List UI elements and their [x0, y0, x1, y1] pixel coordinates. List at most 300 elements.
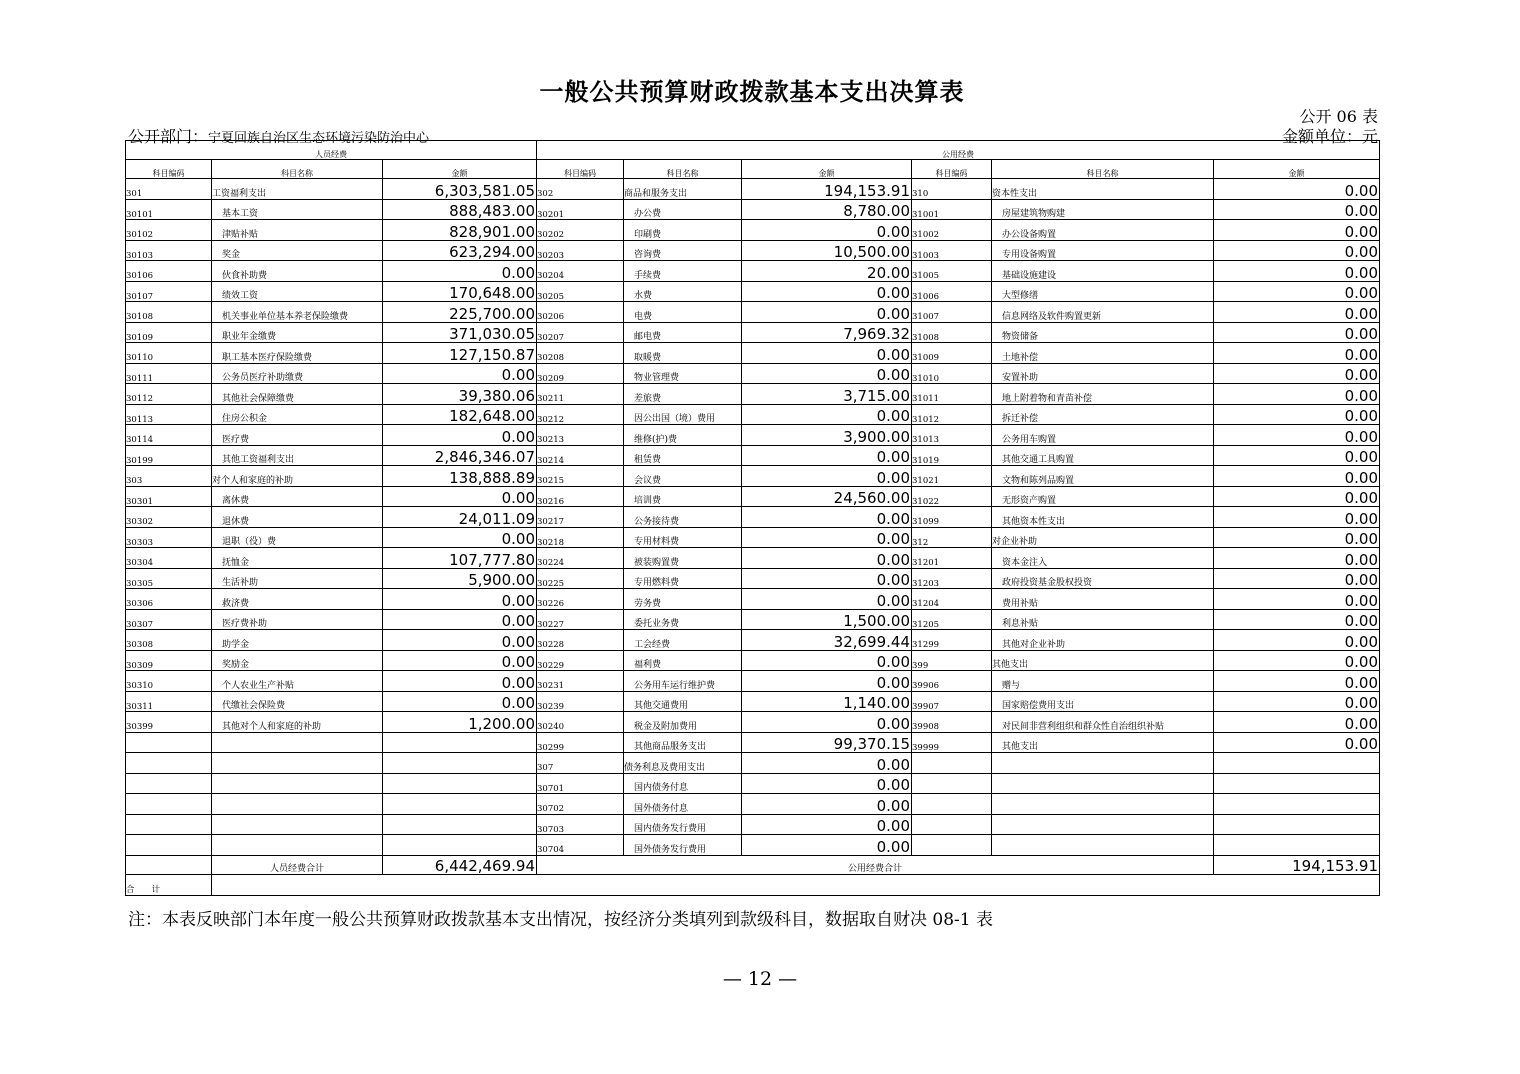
public-amount: 20.00 — [742, 261, 912, 282]
personnel-name — [212, 814, 383, 835]
personnel-code — [126, 773, 212, 794]
capital-amount — [1214, 753, 1380, 774]
capital-amount: 0.00 — [1214, 199, 1380, 220]
col-code: 科目编码 — [126, 160, 212, 179]
public-code: 30703 — [537, 814, 624, 835]
capital-amount: 0.00 — [1214, 363, 1380, 384]
capital-amount: 0.00 — [1214, 343, 1380, 364]
public-amount: 0.00 — [742, 220, 912, 241]
public-name: 印刷费 — [624, 220, 742, 241]
public-name: 邮电费 — [624, 322, 742, 343]
capital-name: 文物和陈列品购置 — [992, 466, 1214, 487]
personnel-amount: 0.00 — [383, 691, 537, 712]
table-row — [126, 671, 1380, 692]
capital-name — [992, 794, 1214, 815]
capital-name: 资本性支出 — [992, 179, 1214, 200]
table-row — [126, 712, 1380, 733]
public-code: 30205 — [537, 281, 624, 302]
personnel-code: 30306 — [126, 589, 212, 610]
capital-code: 31002 — [912, 220, 992, 241]
capital-name: 土地补偿 — [992, 343, 1214, 364]
table-row — [126, 466, 1380, 487]
public-amount: 0.00 — [742, 835, 912, 856]
capital-code: 31205 — [912, 609, 992, 630]
personnel-amount: 0.00 — [383, 609, 537, 630]
public-code: 30299 — [537, 732, 624, 753]
personnel-name: 机关事业单位基本养老保险缴费 — [212, 302, 383, 323]
personnel-code — [126, 814, 212, 835]
capital-code: 31006 — [912, 281, 992, 302]
table-row — [126, 404, 1380, 425]
public-amount: 0.00 — [742, 363, 912, 384]
capital-amount: 0.00 — [1214, 261, 1380, 282]
capital-name: 对民间非营利组织和群众性自治组织补贴 — [992, 712, 1214, 733]
personnel-code: 30109 — [126, 322, 212, 343]
personnel-name: 职工基本医疗保险缴费 — [212, 343, 383, 364]
table-row — [126, 220, 1380, 241]
capital-name — [992, 835, 1214, 856]
personnel-name: 基本工资 — [212, 199, 383, 220]
table-row — [126, 425, 1380, 446]
capital-code — [912, 794, 992, 815]
public-code: 30224 — [537, 548, 624, 569]
group-header-row — [126, 141, 1380, 160]
col-amount: 金额 — [383, 160, 537, 179]
personnel-name: 离休费 — [212, 486, 383, 507]
capital-code: 31201 — [912, 548, 992, 569]
personnel-name: 职业年金缴费 — [212, 322, 383, 343]
capital-amount: 0.00 — [1214, 589, 1380, 610]
col-amount: 金额 — [1214, 160, 1380, 179]
public-name: 国内债务发行费用 — [624, 814, 742, 835]
table-row — [126, 363, 1380, 384]
public-code: 30209 — [537, 363, 624, 384]
public-code: 307 — [537, 753, 624, 774]
personnel-code: 30108 — [126, 302, 212, 323]
public-amount: 0.00 — [742, 568, 912, 589]
personnel-amount: 6,303,581.05 — [383, 179, 537, 200]
page-number: — 12 — — [722, 968, 798, 990]
capital-amount: 0.00 — [1214, 691, 1380, 712]
public-name: 工会经费 — [624, 630, 742, 651]
public-code: 30227 — [537, 609, 624, 630]
public-code: 30201 — [537, 199, 624, 220]
capital-amount: 0.00 — [1214, 404, 1380, 425]
table-row — [126, 261, 1380, 282]
public-code: 30212 — [537, 404, 624, 425]
personnel-name: 医疗费补助 — [212, 609, 383, 630]
blank-cell — [126, 855, 212, 874]
public-name: 福利费 — [624, 650, 742, 671]
col-code: 科目编码 — [537, 160, 624, 179]
public-name: 公务用车运行维护费 — [624, 671, 742, 692]
capital-name: 赠与 — [992, 671, 1214, 692]
personnel-code: 30308 — [126, 630, 212, 651]
col-code: 科目编码 — [912, 160, 992, 179]
capital-name: 利息补贴 — [992, 609, 1214, 630]
public-name: 取暖费 — [624, 343, 742, 364]
public-code: 30203 — [537, 240, 624, 261]
column-header-row — [126, 160, 1380, 179]
public-code: 30701 — [537, 773, 624, 794]
capital-name: 无形资产购置 — [992, 486, 1214, 507]
table-row — [126, 835, 1380, 856]
personnel-code — [126, 732, 212, 753]
personnel-amount — [383, 732, 537, 753]
personnel-amount: 0.00 — [383, 589, 537, 610]
personnel-amount: 0.00 — [383, 486, 537, 507]
capital-code: 39907 — [912, 691, 992, 712]
public-code: 30217 — [537, 507, 624, 528]
capital-code: 31299 — [912, 630, 992, 651]
personnel-amount — [383, 835, 537, 856]
personnel-amount: 0.00 — [383, 363, 537, 384]
capital-name: 资本金注入 — [992, 548, 1214, 569]
capital-amount: 0.00 — [1214, 445, 1380, 466]
personnel-amount: 0.00 — [383, 650, 537, 671]
public-amount: 0.00 — [742, 281, 912, 302]
personnel-name: 其他对个人和家庭的补助 — [212, 712, 383, 733]
capital-code: 31005 — [912, 261, 992, 282]
public-amount: 0.00 — [742, 527, 912, 548]
personnel-amount: 170,648.00 — [383, 281, 537, 302]
table-row — [126, 179, 1380, 200]
table-row — [126, 445, 1380, 466]
public-amount: 0.00 — [742, 507, 912, 528]
public-name: 办公费 — [624, 199, 742, 220]
public-code: 30225 — [537, 568, 624, 589]
public-amount: 0.00 — [742, 671, 912, 692]
public-amount: 0.00 — [742, 814, 912, 835]
personnel-name: 公务员医疗补助缴费 — [212, 363, 383, 384]
public-amount: 0.00 — [742, 302, 912, 323]
personnel-amount: 24,011.09 — [383, 507, 537, 528]
personnel-code — [126, 794, 212, 815]
personnel-name — [212, 773, 383, 794]
capital-amount — [1214, 835, 1380, 856]
personnel-amount: 371,030.05 — [383, 322, 537, 343]
table-row — [126, 199, 1380, 220]
capital-amount: 0.00 — [1214, 548, 1380, 569]
public-code: 30204 — [537, 261, 624, 282]
capital-amount: 0.00 — [1214, 650, 1380, 671]
public-name: 物业管理费 — [624, 363, 742, 384]
capital-amount: 0.00 — [1214, 712, 1380, 733]
table-row — [126, 302, 1380, 323]
capital-name — [992, 773, 1214, 794]
personnel-code: 30304 — [126, 548, 212, 569]
personnel-name: 抚恤金 — [212, 548, 383, 569]
table-row — [126, 650, 1380, 671]
capital-name: 其他支出 — [992, 732, 1214, 753]
public-name: 商品和服务支出 — [624, 179, 742, 200]
public-name: 国内债务付息 — [624, 773, 742, 794]
personnel-name: 医疗费 — [212, 425, 383, 446]
public-header: 公用经费 — [537, 141, 1380, 160]
personnel-amount: 623,294.00 — [383, 240, 537, 261]
personnel-code: 30303 — [126, 527, 212, 548]
public-amount: 0.00 — [742, 445, 912, 466]
public-name: 其他商品服务支出 — [624, 732, 742, 753]
capital-name: 其他资本性支出 — [992, 507, 1214, 528]
capital-amount: 0.00 — [1214, 425, 1380, 446]
capital-name: 政府投资基金股权投资 — [992, 568, 1214, 589]
personnel-name — [212, 794, 383, 815]
capital-code: 39906 — [912, 671, 992, 692]
public-code: 30213 — [537, 425, 624, 446]
public-code: 30214 — [537, 445, 624, 466]
public-name: 专用燃料费 — [624, 568, 742, 589]
capital-code: 312 — [912, 527, 992, 548]
table-row — [126, 527, 1380, 548]
personnel-amount — [383, 794, 537, 815]
personnel-name: 退职（役）费 — [212, 527, 383, 548]
personnel-amount: 0.00 — [383, 261, 537, 282]
capital-amount — [1214, 794, 1380, 815]
capital-amount: 0.00 — [1214, 302, 1380, 323]
table-row — [126, 507, 1380, 528]
personnel-name: 代缴社会保险费 — [212, 691, 383, 712]
public-code: 30206 — [537, 302, 624, 323]
personnel-code: 30307 — [126, 609, 212, 630]
table-row — [126, 691, 1380, 712]
public-amount: 3,715.00 — [742, 384, 912, 405]
public-amount: 32,699.44 — [742, 630, 912, 651]
table-row — [126, 548, 1380, 569]
personnel-name: 伙食补助费 — [212, 261, 383, 282]
personnel-name: 奖励金 — [212, 650, 383, 671]
personnel-amount: 5,900.00 — [383, 568, 537, 589]
personnel-amount: 1,200.00 — [383, 712, 537, 733]
public-amount: 194,153.91 — [742, 179, 912, 200]
capital-code: 39999 — [912, 732, 992, 753]
personnel-name: 绩效工资 — [212, 281, 383, 302]
public-amount: 0.00 — [742, 753, 912, 774]
footnote: 注：本表反映部门本年度一般公共预算财政拨款基本支出情况，按经济分类填列到款级科目，数据取自财决 08-1 表 — [128, 910, 993, 930]
personnel-name: 住房公积金 — [212, 404, 383, 425]
public-name: 公务接待费 — [624, 507, 742, 528]
capital-code: 31204 — [912, 589, 992, 610]
capital-code — [912, 753, 992, 774]
capital-code: 31001 — [912, 199, 992, 220]
personnel-code: 30301 — [126, 486, 212, 507]
capital-amount: 0.00 — [1214, 671, 1380, 692]
capital-code: 310 — [912, 179, 992, 200]
public-amount: 0.00 — [742, 404, 912, 425]
public-code: 30239 — [537, 691, 624, 712]
public-name: 委托业务费 — [624, 609, 742, 630]
public-name: 国外债务付息 — [624, 794, 742, 815]
public-total-label: 公用经费合计 — [537, 855, 1214, 874]
capital-name: 大型修缮 — [992, 281, 1214, 302]
capital-code — [912, 814, 992, 835]
public-amount: 0.00 — [742, 650, 912, 671]
personnel-name: 津贴补贴 — [212, 220, 383, 241]
personnel-amount: 127,150.87 — [383, 343, 537, 364]
public-code: 30702 — [537, 794, 624, 815]
capital-name: 房屋建筑物购建 — [992, 199, 1214, 220]
grand-total-row — [126, 874, 1380, 895]
grand-total-value — [212, 874, 1380, 895]
personnel-total-label: 人员经费合计 — [212, 855, 383, 874]
public-name: 手续费 — [624, 261, 742, 282]
public-code: 30208 — [537, 343, 624, 364]
public-name: 水费 — [624, 281, 742, 302]
public-amount: 24,560.00 — [742, 486, 912, 507]
public-amount: 1,140.00 — [742, 691, 912, 712]
subtotal-row — [126, 855, 1380, 874]
col-name: 科目名称 — [624, 160, 742, 179]
public-amount: 8,780.00 — [742, 199, 912, 220]
personnel-code: 30113 — [126, 404, 212, 425]
public-code: 302 — [537, 179, 624, 200]
capital-amount: 0.00 — [1214, 240, 1380, 261]
personnel-name — [212, 835, 383, 856]
table-row — [126, 486, 1380, 507]
personnel-code: 30101 — [126, 199, 212, 220]
personnel-name: 生活补助 — [212, 568, 383, 589]
personnel-name: 其他工资福利支出 — [212, 445, 383, 466]
table-row — [126, 773, 1380, 794]
capital-amount: 0.00 — [1214, 568, 1380, 589]
public-amount: 10,500.00 — [742, 240, 912, 261]
table-row — [126, 753, 1380, 774]
table-row — [126, 609, 1380, 630]
public-amount: 0.00 — [742, 466, 912, 487]
capital-code: 31007 — [912, 302, 992, 323]
capital-name: 拆迁补偿 — [992, 404, 1214, 425]
capital-amount: 0.00 — [1214, 322, 1380, 343]
personnel-total-amount: 6,442,469.94 — [383, 855, 537, 874]
capital-name: 其他对企业补助 — [992, 630, 1214, 651]
public-amount: 0.00 — [742, 773, 912, 794]
personnel-code: 30103 — [126, 240, 212, 261]
personnel-code: 30112 — [126, 384, 212, 405]
capital-code: 31011 — [912, 384, 992, 405]
table-row — [126, 343, 1380, 364]
personnel-name — [212, 753, 383, 774]
public-code: 30211 — [537, 384, 624, 405]
public-code: 30228 — [537, 630, 624, 651]
form-number: 公开 06 表 — [1299, 107, 1378, 126]
personnel-code — [126, 835, 212, 856]
public-name: 电费 — [624, 302, 742, 323]
capital-amount: 0.00 — [1214, 466, 1380, 487]
personnel-amount: 39,380.06 — [383, 384, 537, 405]
capital-amount: 0.00 — [1214, 179, 1380, 200]
public-code: 30216 — [537, 486, 624, 507]
capital-name: 其他交通工具购置 — [992, 445, 1214, 466]
personnel-amount: 828,901.00 — [383, 220, 537, 241]
public-name: 因公出国（境）费用 — [624, 404, 742, 425]
capital-name: 公务用车购置 — [992, 425, 1214, 446]
personnel-code: 30110 — [126, 343, 212, 364]
personnel-header: 人员经费 — [126, 141, 537, 160]
capital-name: 专用设备购置 — [992, 240, 1214, 261]
public-code: 30215 — [537, 466, 624, 487]
capital-amount — [1214, 814, 1380, 835]
personnel-amount: 138,888.89 — [383, 466, 537, 487]
expenditure-table — [125, 140, 1380, 896]
capital-amount: 0.00 — [1214, 609, 1380, 630]
personnel-code: 30305 — [126, 568, 212, 589]
capital-code — [912, 773, 992, 794]
personnel-code: 30107 — [126, 281, 212, 302]
capital-code: 31009 — [912, 343, 992, 364]
capital-amount — [1214, 773, 1380, 794]
capital-name: 地上附着物和青苗补偿 — [992, 384, 1214, 405]
personnel-name: 其他社会保障缴费 — [212, 384, 383, 405]
public-amount: 0.00 — [742, 589, 912, 610]
public-name: 被装购置费 — [624, 548, 742, 569]
public-code: 30231 — [537, 671, 624, 692]
personnel-amount — [383, 753, 537, 774]
table-row — [126, 322, 1380, 343]
personnel-name: 个人农业生产补贴 — [212, 671, 383, 692]
personnel-amount: 0.00 — [383, 527, 537, 548]
public-name: 培训费 — [624, 486, 742, 507]
capital-name — [992, 753, 1214, 774]
capital-code: 399 — [912, 650, 992, 671]
capital-name: 其他支出 — [992, 650, 1214, 671]
table-row — [126, 630, 1380, 651]
capital-name: 基础设施建设 — [992, 261, 1214, 282]
public-name: 差旅费 — [624, 384, 742, 405]
public-total-amount: 194,153.91 — [1214, 855, 1380, 874]
col-amount: 金额 — [742, 160, 912, 179]
public-amount: 7,969.32 — [742, 322, 912, 343]
personnel-code: 30106 — [126, 261, 212, 282]
public-code: 30202 — [537, 220, 624, 241]
personnel-amount: 0.00 — [383, 425, 537, 446]
capital-name: 费用补贴 — [992, 589, 1214, 610]
public-name: 维修(护)费 — [624, 425, 742, 446]
personnel-name: 对个人和家庭的补助 — [212, 466, 383, 487]
capital-name: 对企业补助 — [992, 527, 1214, 548]
capital-amount: 0.00 — [1214, 507, 1380, 528]
public-name: 租赁费 — [624, 445, 742, 466]
capital-code: 31013 — [912, 425, 992, 446]
public-name: 咨询费 — [624, 240, 742, 261]
capital-code: 31019 — [912, 445, 992, 466]
department-name: 宁夏回族自治区生态环境污染防治中心 — [208, 131, 430, 146]
capital-amount: 0.00 — [1214, 281, 1380, 302]
personnel-code: 30310 — [126, 671, 212, 692]
personnel-amount — [383, 773, 537, 794]
capital-code: 39908 — [912, 712, 992, 733]
capital-amount: 0.00 — [1214, 220, 1380, 241]
public-amount: 1,500.00 — [742, 609, 912, 630]
personnel-code: 301 — [126, 179, 212, 200]
public-code: 30207 — [537, 322, 624, 343]
personnel-code: 30114 — [126, 425, 212, 446]
public-code: 30229 — [537, 650, 624, 671]
capital-name: 信息网络及软件购置更新 — [992, 302, 1214, 323]
capital-amount: 0.00 — [1214, 527, 1380, 548]
personnel-code: 30399 — [126, 712, 212, 733]
capital-name: 国家赔偿费用支出 — [992, 691, 1214, 712]
personnel-code: 30111 — [126, 363, 212, 384]
table-row — [126, 814, 1380, 835]
public-name: 劳务费 — [624, 589, 742, 610]
capital-code: 31010 — [912, 363, 992, 384]
public-amount: 99,370.15 — [742, 732, 912, 753]
public-name: 其他交通费用 — [624, 691, 742, 712]
capital-name — [992, 814, 1214, 835]
personnel-name: 退休费 — [212, 507, 383, 528]
amount-unit: 金额单位：元 — [1281, 127, 1378, 146]
table-row — [126, 568, 1380, 589]
